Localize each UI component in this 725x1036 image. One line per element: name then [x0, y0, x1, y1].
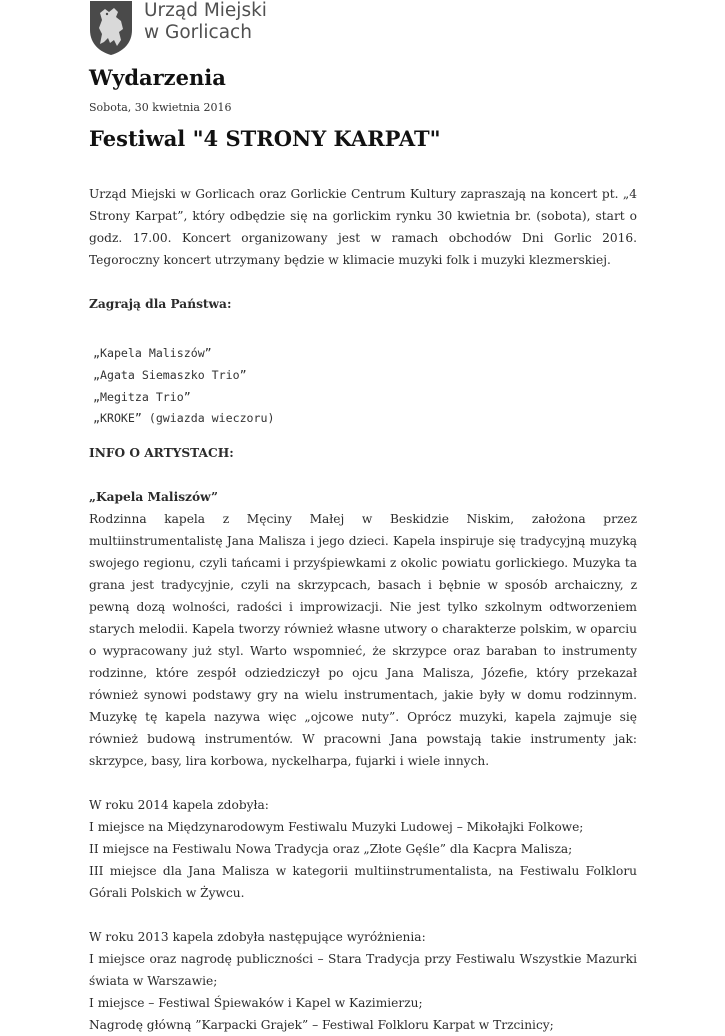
lineup-item: „KROKE” (gwiazda wieczoru)	[93, 411, 275, 426]
event-title: Festiwal "4 STRONY KARPAT"	[89, 126, 441, 151]
city-crest-logo[interactable]	[88, 0, 134, 56]
award-item: I miejsce – Festiwal Śpiewaków i Kapel w Kazimierzu;	[89, 996, 423, 1011]
awards-2014-intro: W roku 2014 kapela zdobyła:	[89, 798, 269, 813]
logo-text[interactable]	[144, 0, 267, 44]
award-item: III miejsce dla Jana Malisza w kategorii multiinstrumentalista, na Festiwalu Folkloru Górali Polskich w Żywcu.	[89, 864, 637, 901]
logo-line-2: w Gorlicach	[144, 22, 252, 43]
award-item: Nagrodę główną ”Karpacki Grajek” – Festiwal Folkloru Karpat w Trzcinicy;	[89, 1018, 554, 1033]
artist-heading: „Kapela Maliszów”	[89, 490, 219, 505]
lineup-item: „Megitza Trio”	[93, 389, 191, 404]
site-header	[88, 0, 267, 56]
award-item: I miejsce oraz nagrodę publiczności – Stara Tradycja przy Festiwalu Wszystkie Mazurki świata w Warszawie;	[89, 952, 637, 989]
spacer	[89, 904, 637, 926]
award-item: II miejsce na Festiwalu Nowa Tradycja oraz „Złote Gęśle” dla Kacpra Malisza;	[89, 842, 573, 857]
info-heading: INFO O ARTYSTACH:	[89, 446, 234, 461]
logo-line-1: Urząd Miejski	[144, 0, 267, 21]
section-title: Wydarzenia	[89, 65, 226, 90]
intro-paragraph: Urząd Miejski w Gorlicach oraz Gorlickie Centrum Kultury zapraszają na koncert pt. „4 Strony Karpat”, który odbędzie się na gorlickim rynku 30 kwietnia br. (sobota), start o godz. 17.00. Koncert organizowany jest w ramach obchodów Dni Gorlic 2016. Tegoroczny koncert utrzymany będzie w klimacie muzyki folk i muzyki klezmerskiej.	[89, 187, 637, 267]
lineup-heading: Zagrają dla Państwa:	[89, 297, 232, 311]
artist-description: Rodzinna kapela z Męciny Małej w Beskidzie Niskim, założona przez multiinstrumentalistę Jana Malisza i jego dzieci. Kapela inspiruje się tradycyjną muzyką swojego regionu, czyli tańcami i przyśpiewkami z okolic powiatu gorlickiego. Muzyka ta grana jest tradycyjnie, czyli na skrzypcach, basach i bębnie w sposób archaiczny, z pewną dozą wolności, radości i improwizacji. Nie jest tylko szkolnym odtworzeniem starych melodii. Kapela tworzy również własne utwory o charakterze polskim, w oparciu o wypracowany już styl. Warto wspomnieć, że skrzypce oraz baraban to instrumenty rodzinne, które zespół odziedziczył po ojcu Jana Malisza, Józefie, który przekazał również synowi podstawy gry na wielu instrumentach, jakie były w domu rodzinnym. Muzykę tę kapela nazywa więc „ojcowe nuty”. Oprócz muzyki, kapela zajmuje się również budową instrumentów. W pracowni Jana powstają takie instrumenty jak: skrzypce, basy, lira korbowa, nyckelharpa, fujarki i wiele innych.	[89, 512, 637, 769]
lineup-item: „Kapela Maliszów”	[93, 346, 212, 360]
awards-2013-intro: W roku 2013 kapela zdobyła następujące wyróżnienia:	[89, 930, 426, 945]
award-item: I miejsce na Międzynarodowym Festiwalu Muzyki Ludowej – Mikołajki Folkowe;	[89, 820, 584, 835]
article	[89, 64, 637, 1036]
lineup-list	[89, 343, 637, 430]
spacer	[89, 772, 637, 794]
lineup-item: „Agata Siemaszko Trio”	[93, 367, 247, 382]
event-date: Sobota, 30 kwietnia 2016	[89, 101, 232, 114]
